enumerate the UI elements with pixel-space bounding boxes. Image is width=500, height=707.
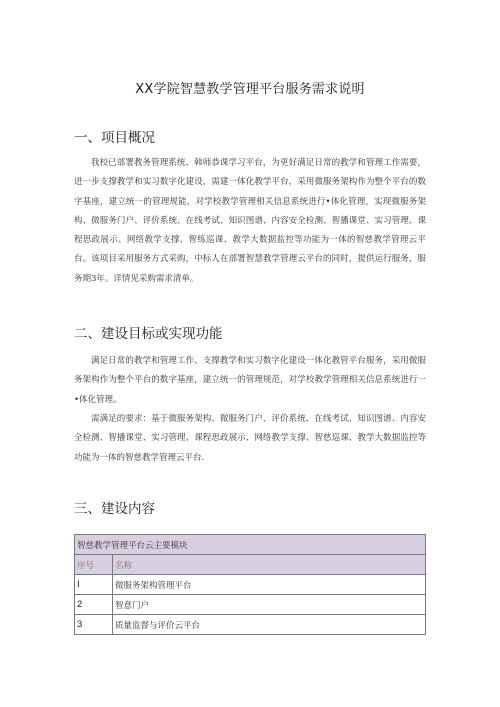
modules-table: [74, 534, 426, 635]
table-caption-row: [75, 535, 426, 555]
overview-paragraph: 我校已部署教务管理系统、韩师恭课学习平台，为更好满足日常的教学和管理工作需要，进一步支撑教学和实习数字化建设，需建一体化教学平台，采用微服务架构作为整个平台的数字基座，建立统一的管理规能，对学校教学管理相关信息系统进行•体化管理，实现微服务架构、微服务门户、评价系统、在线考试、知识图谱、内容安全检测、智播课堂、实习管理、课程思政展示、网络教学支撑、智练巡课、教学大数据监控等功能为一体的智慈教学管理云平台。该项目采用服务方式采购，中标人在部署智慧教学管理云平台的同时，提供运行服务，服务期3年。详情见采购需求清单。: [74, 158, 426, 284]
row-seq: 3: [75, 615, 113, 635]
row-name: 智意门户: [113, 595, 426, 615]
section-heading-content: 三、建设内容: [74, 501, 155, 517]
row-name: 质量监督与评价云平台: [113, 615, 426, 635]
section-heading-overview: 一、项目概况: [74, 130, 155, 146]
table-caption: 智慈教学管理平台云主要模块: [75, 535, 426, 555]
goals-paragraph-2: 需满足的要求：基于微服务架构、微服务门户、评价系统、在线考试、知识图谱、内容安全检测、智播课堂、实习管理、课程思政展示、网络教学支撑、智慈巡课、教学大数据监控等功能为一体的智慈教学管理云平台.: [74, 414, 426, 463]
section-heading-goals: 二、建设目标或实现功能: [74, 326, 223, 342]
row-seq: I: [75, 575, 113, 595]
row-seq: 2: [75, 595, 113, 615]
goals-paragraph-1: 满足日常的教学和管理工作、支撑教学和实习数字化建设一体化教管平台服务，采用微服务架构作为整个平台的数字基座，建立统一的管理规范，对学校教学管理相关信息系统进行一•体化管理。: [74, 356, 426, 405]
table-header-row: [75, 555, 426, 575]
table-row: [75, 575, 426, 595]
document-title: XX学院智慧教学管理平台服务需求说明: [135, 82, 365, 97]
table-row: [75, 595, 426, 615]
row-name: 微服务架构管理平台: [113, 575, 426, 595]
header-name: 名称: [113, 555, 426, 575]
header-seq: 序号: [75, 555, 113, 575]
table-row: [75, 615, 426, 635]
